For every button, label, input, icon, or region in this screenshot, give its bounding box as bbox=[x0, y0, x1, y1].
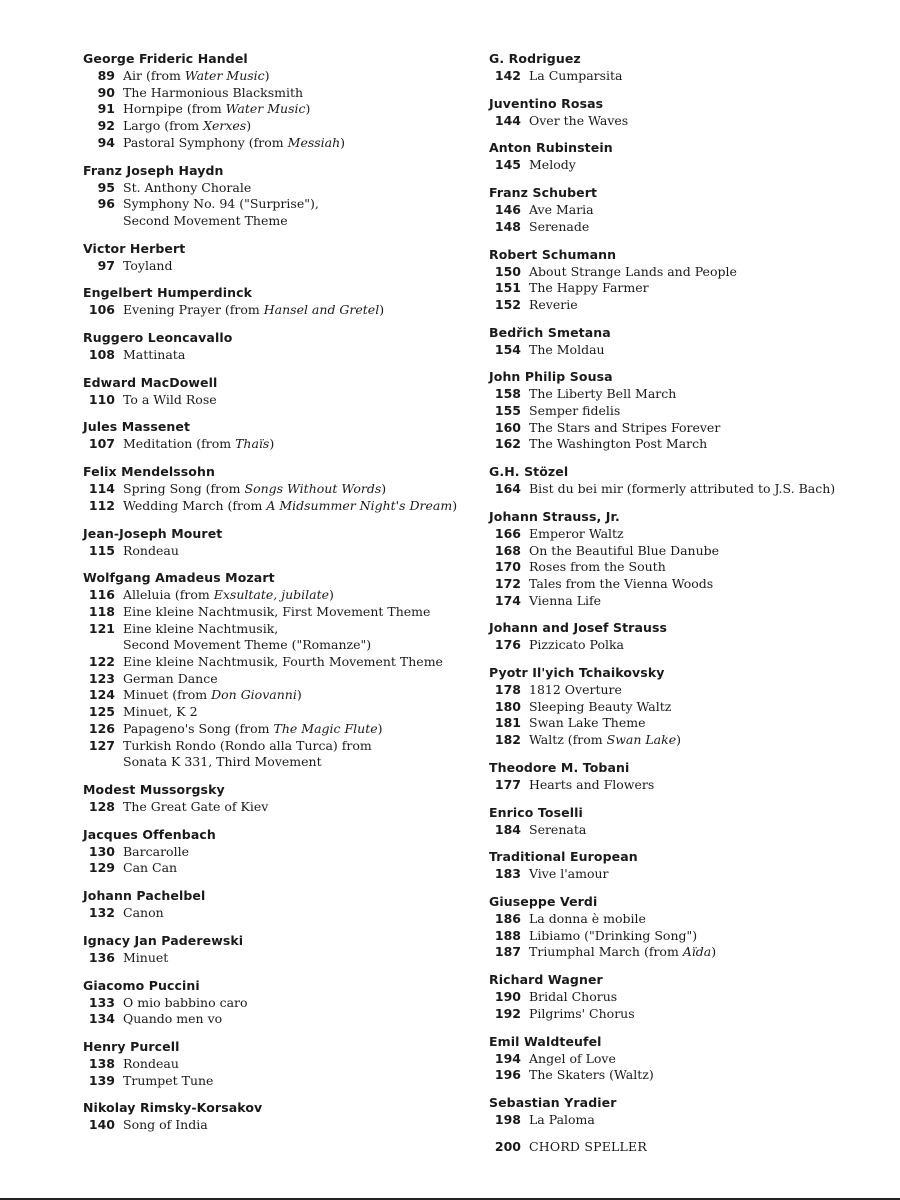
composer-emil-waldteufel bbox=[489, 1033, 889, 1084]
list-item bbox=[83, 196, 478, 229]
list-item bbox=[489, 403, 889, 420]
piece-title: Bist du bei mir (formerly attributed to J.S. Bach) bbox=[529, 481, 836, 497]
composer-name: Franz Joseph Haydn bbox=[83, 162, 224, 178]
page-number: 128 bbox=[88, 798, 115, 814]
piece-title: Vienna Life bbox=[529, 592, 602, 608]
composer-name: Giacomo Puccini bbox=[83, 977, 200, 993]
piece-title: Can Can bbox=[123, 860, 178, 876]
list-item bbox=[489, 715, 889, 732]
list-item bbox=[489, 436, 889, 453]
page-number: 176 bbox=[494, 637, 521, 653]
list-item bbox=[83, 905, 478, 922]
work-title-italic: Thaïs bbox=[235, 436, 270, 452]
page-number: 115 bbox=[88, 542, 115, 558]
page-number: 150 bbox=[494, 263, 521, 279]
page-number: 168 bbox=[494, 542, 521, 558]
piece-title: Spring Song (from Songs Without Words) bbox=[123, 481, 387, 497]
page-number: 196 bbox=[494, 1067, 521, 1083]
page-number: 108 bbox=[88, 347, 115, 363]
piece-title: Trumpet Tune bbox=[123, 1072, 214, 1088]
list-item bbox=[489, 989, 889, 1006]
list-item bbox=[83, 498, 478, 515]
list-item bbox=[489, 637, 889, 654]
work-title-italic: Songs Without Words bbox=[244, 481, 382, 497]
page-number: 181 bbox=[494, 715, 521, 731]
page-number: 144 bbox=[494, 112, 521, 128]
list-item bbox=[83, 1011, 478, 1028]
composer-enrico-toselli bbox=[489, 804, 889, 839]
piece-title: Papageno's Song (from The Magic Flute) bbox=[123, 720, 383, 736]
contents-right-column bbox=[489, 50, 889, 1155]
list-item bbox=[83, 721, 478, 738]
page-number: 110 bbox=[88, 391, 115, 407]
composer-anton-rubinstein bbox=[489, 139, 889, 174]
piece-title: Meditation (from Thaïs) bbox=[123, 436, 275, 452]
list-item bbox=[489, 264, 889, 281]
work-title-italic: A Midsummer Night's Dream bbox=[266, 497, 453, 513]
list-item bbox=[489, 481, 889, 498]
piece-title: Emperor Waltz bbox=[529, 525, 624, 541]
page-number: 162 bbox=[494, 436, 521, 452]
page-number: 127 bbox=[88, 737, 115, 753]
composer-name: Henry Purcell bbox=[83, 1038, 180, 1054]
composer-edward-macdowell bbox=[83, 374, 478, 409]
composer-jules-massenet bbox=[83, 418, 478, 453]
page-number: 183 bbox=[494, 866, 521, 882]
work-title-italic: Aïda bbox=[682, 944, 712, 960]
work-title-italic: Xerxes bbox=[203, 118, 247, 134]
piece-title: Angel of Love bbox=[529, 1050, 616, 1066]
list-item bbox=[489, 543, 889, 560]
composer-john-philip-sousa bbox=[489, 368, 889, 453]
list-item bbox=[489, 822, 889, 839]
work-title-italic: Messiah bbox=[287, 134, 341, 150]
work-title-italic: The Magic Flute bbox=[273, 720, 378, 736]
page-number: 97 bbox=[97, 257, 115, 273]
composer-jean-joseph-mouret bbox=[83, 525, 478, 560]
page-number: 95 bbox=[97, 179, 115, 195]
page-number: 172 bbox=[494, 575, 521, 591]
piece-title: Over the Waves bbox=[529, 112, 629, 128]
page-number: 186 bbox=[494, 910, 521, 926]
list-item bbox=[83, 135, 478, 152]
composer-name: Juventino Rosas bbox=[489, 95, 604, 111]
composer-pyotr-il-yich-tchaikovsky bbox=[489, 664, 889, 749]
contents-left-column bbox=[83, 50, 478, 1144]
piece-title: Minuet (from Don Giovanni) bbox=[123, 687, 302, 703]
piece-title: Symphony No. 94 ("Surprise"), bbox=[123, 196, 319, 212]
piece-title: Turkish Rondo (Rondo alla Turca) from bbox=[123, 737, 372, 753]
page-number: 130 bbox=[88, 843, 115, 859]
composer-name: Engelbert Humperdinck bbox=[83, 285, 252, 301]
piece-title: Largo (from Xerxes) bbox=[123, 118, 252, 134]
piece-title: Pilgrims' Chorus bbox=[529, 1005, 635, 1021]
piece-title: Roses from the South bbox=[529, 559, 666, 575]
page-number: 178 bbox=[494, 682, 521, 698]
page-number: 160 bbox=[494, 419, 521, 435]
list-item bbox=[83, 347, 478, 364]
piece-title: Eine kleine Nachtmusik, First Movement Theme bbox=[123, 603, 431, 619]
piece-title: About Strange Lands and People bbox=[529, 263, 737, 279]
page-number: 155 bbox=[494, 403, 521, 419]
piece-title: Evening Prayer (from Hansel and Gretel) bbox=[123, 302, 385, 318]
list-item bbox=[83, 844, 478, 861]
page-number: 121 bbox=[88, 620, 115, 636]
work-title-italic: Exsultate, jubilate bbox=[213, 587, 330, 603]
piece-title: Toyland bbox=[123, 257, 173, 273]
piece-title: The Liberty Bell March bbox=[529, 386, 677, 402]
composer-name: Sebastian Yradier bbox=[489, 1094, 617, 1110]
list-item bbox=[83, 1073, 478, 1090]
page-number: 145 bbox=[494, 157, 521, 173]
list-item bbox=[83, 258, 478, 275]
piece-title: Ave Maria bbox=[529, 202, 594, 218]
composer-name: Traditional European bbox=[489, 849, 638, 865]
page-number: 139 bbox=[88, 1072, 115, 1088]
composer-wolfgang-amadeus-mozart bbox=[83, 569, 478, 771]
page-number: 140 bbox=[88, 1117, 115, 1133]
page-number: 124 bbox=[88, 687, 115, 703]
page-number: 114 bbox=[88, 481, 115, 497]
list-item bbox=[489, 1067, 889, 1084]
piece-title: La Cumparsita bbox=[529, 68, 623, 83]
composer-johann-pachelbel bbox=[83, 887, 478, 922]
composer-name: Wolfgang Amadeus Mozart bbox=[83, 570, 275, 586]
piece-title: To a Wild Rose bbox=[123, 391, 217, 407]
composer-name: Johann Pachelbel bbox=[83, 888, 206, 904]
piece-title: Quando men vo bbox=[123, 1011, 223, 1027]
list-item bbox=[83, 671, 478, 688]
composer-name: Anton Rubinstein bbox=[489, 140, 613, 156]
page-number: 180 bbox=[494, 698, 521, 714]
list-item bbox=[83, 436, 478, 453]
page-number: 125 bbox=[88, 704, 115, 720]
page-number: 118 bbox=[88, 603, 115, 619]
page-number: 136 bbox=[88, 949, 115, 965]
list-item bbox=[83, 604, 478, 621]
composer-modest-mussorgsky bbox=[83, 781, 478, 816]
page-number: 166 bbox=[494, 525, 521, 541]
composer-ruggero-leoncavallo bbox=[83, 329, 478, 364]
page-number: 96 bbox=[97, 196, 115, 212]
list-item bbox=[489, 593, 889, 610]
page-number: 90 bbox=[97, 84, 115, 100]
list-item bbox=[83, 587, 478, 604]
list-item bbox=[83, 621, 478, 654]
page-number: 170 bbox=[494, 559, 521, 575]
page-number: 187 bbox=[494, 944, 521, 960]
piece-title: Serenade bbox=[529, 218, 590, 234]
composer-henry-purcell bbox=[83, 1038, 478, 1089]
composer-robert-schumann bbox=[489, 246, 889, 314]
page-number: 198 bbox=[494, 1111, 521, 1127]
composer-bedrich-smetana bbox=[489, 324, 889, 359]
piece-title: Barcarolle bbox=[123, 843, 189, 859]
piece-title: The Great Gate of Kiev bbox=[123, 798, 269, 814]
page-number: 126 bbox=[88, 720, 115, 736]
list-item bbox=[489, 1006, 889, 1023]
list-item bbox=[489, 732, 889, 749]
list-item bbox=[83, 85, 478, 102]
list-item bbox=[83, 995, 478, 1012]
page-number: 192 bbox=[494, 1005, 521, 1021]
composer-name: Edward MacDowell bbox=[83, 374, 218, 390]
piece-title: Swan Lake Theme bbox=[529, 715, 646, 731]
composer-theodore-m-tobani bbox=[489, 759, 889, 794]
list-item bbox=[489, 777, 889, 794]
list-item bbox=[489, 699, 889, 716]
page-number: 190 bbox=[494, 989, 521, 1005]
work-title-italic: Water Music bbox=[184, 68, 265, 83]
list-item bbox=[489, 559, 889, 576]
piece-title: Hornpipe (from Water Music) bbox=[123, 101, 311, 117]
page-number: 146 bbox=[494, 202, 521, 218]
list-item bbox=[489, 928, 889, 945]
right-column-entries bbox=[489, 50, 889, 1129]
list-item bbox=[489, 219, 889, 236]
list-item bbox=[489, 1112, 889, 1129]
piece-title: Tales from the Vienna Woods bbox=[529, 575, 714, 591]
piece-title: The Harmonious Blacksmith bbox=[123, 84, 304, 100]
composer-name: Felix Mendelssohn bbox=[83, 464, 215, 480]
list-item bbox=[489, 420, 889, 437]
piece-title: CHORD SPELLER bbox=[529, 1138, 647, 1154]
list-item bbox=[489, 297, 889, 314]
page-number: 194 bbox=[494, 1050, 521, 1066]
composer-name: Emil Waldteufel bbox=[489, 1033, 602, 1049]
list-item bbox=[489, 157, 889, 174]
page-number: 91 bbox=[97, 101, 115, 117]
work-title-italic: Hansel and Gretel bbox=[263, 302, 380, 318]
list-item bbox=[489, 386, 889, 403]
list-item bbox=[489, 526, 889, 543]
list-item bbox=[83, 481, 478, 498]
list-item bbox=[83, 799, 478, 816]
composer-nikolay-rimsky-korsakov bbox=[83, 1099, 478, 1134]
list-item bbox=[489, 576, 889, 593]
page-number: 94 bbox=[97, 134, 115, 150]
composer-name: Johann and Josef Strauss bbox=[489, 620, 668, 636]
piece-title: The Washington Post March bbox=[529, 436, 708, 452]
list-item bbox=[83, 392, 478, 409]
list-item bbox=[489, 280, 889, 297]
page-number: 164 bbox=[494, 481, 521, 497]
piece-title: Semper fidelis bbox=[529, 403, 621, 419]
composer-franz-schubert bbox=[489, 184, 889, 235]
list-item bbox=[489, 944, 889, 961]
piece-title: Libiamo ("Drinking Song") bbox=[529, 927, 698, 943]
composer-richard-wagner bbox=[489, 971, 889, 1022]
list-item bbox=[489, 68, 889, 85]
composer-name: Enrico Toselli bbox=[489, 804, 583, 820]
piece-title: Song of India bbox=[123, 1117, 208, 1133]
page-number: 142 bbox=[494, 68, 521, 83]
list-item bbox=[83, 180, 478, 197]
piece-title: Minuet bbox=[123, 949, 169, 965]
piece-title: O mio babbino caro bbox=[123, 994, 248, 1010]
composer-name: Ruggero Leoncavallo bbox=[83, 330, 233, 346]
list-item bbox=[83, 704, 478, 721]
composer-jacques-offenbach bbox=[83, 826, 478, 877]
piece-title: Bridal Chorus bbox=[529, 989, 618, 1005]
list-item bbox=[489, 342, 889, 359]
list-item bbox=[83, 950, 478, 967]
piece-title: La donna è mobile bbox=[529, 910, 646, 926]
page-number: 89 bbox=[97, 68, 115, 83]
list-item bbox=[489, 682, 889, 699]
piece-title: Canon bbox=[123, 905, 164, 921]
page-number: 106 bbox=[88, 302, 115, 318]
composer-name: Jean-Joseph Mouret bbox=[83, 525, 223, 541]
piece-title: German Dance bbox=[123, 670, 218, 686]
composer-name: John Philip Sousa bbox=[489, 369, 613, 385]
composer-name: Jacques Offenbach bbox=[83, 826, 216, 842]
composer-name: Bedřich Smetana bbox=[489, 324, 611, 340]
page-number: 112 bbox=[88, 497, 115, 513]
composer-name: Ignacy Jan Paderewski bbox=[83, 932, 244, 948]
page-number: 188 bbox=[494, 927, 521, 943]
piece-title: Serenata bbox=[529, 821, 587, 837]
list-item bbox=[83, 860, 478, 877]
list-item bbox=[83, 738, 478, 771]
page-number: 152 bbox=[494, 296, 521, 312]
composer-name: Pyotr Il'yich Tchaikovsky bbox=[489, 665, 665, 681]
composer-name: G.H. Stözel bbox=[489, 464, 569, 480]
piece-title: Hearts and Flowers bbox=[529, 776, 655, 792]
piece-title: St. Anthony Chorale bbox=[123, 179, 252, 195]
piece-title: Eine kleine Nachtmusik, Fourth Movement Theme bbox=[123, 654, 443, 670]
page-number: 134 bbox=[88, 1011, 115, 1027]
composer-name: George Frideric Handel bbox=[83, 51, 248, 66]
piece-title: Vive l'amour bbox=[529, 866, 609, 882]
list-item bbox=[489, 911, 889, 928]
page-number: 174 bbox=[494, 592, 521, 608]
piece-title: Pizzicato Polka bbox=[529, 637, 625, 653]
page-number: 138 bbox=[88, 1055, 115, 1071]
page-number: 151 bbox=[494, 280, 521, 296]
composer-traditional-european bbox=[489, 848, 889, 883]
page-number: 129 bbox=[88, 860, 115, 876]
page-number: 200 bbox=[494, 1138, 521, 1154]
piece-title: Rondeau bbox=[123, 542, 179, 558]
piece-title: Melody bbox=[529, 157, 576, 173]
composer-name: Jules Massenet bbox=[83, 419, 191, 435]
piece-title: The Skaters (Waltz) bbox=[529, 1067, 654, 1083]
piece-title: Rondeau bbox=[123, 1055, 179, 1071]
chord-speller-entry bbox=[489, 1139, 889, 1156]
page-number: 116 bbox=[88, 587, 115, 603]
composer-johann-strauss-jr bbox=[489, 508, 889, 610]
piece-title: Pastoral Symphony (from Messiah) bbox=[123, 134, 346, 150]
composer-engelbert-humperdinck bbox=[83, 284, 478, 319]
list-item bbox=[83, 654, 478, 671]
piece-title: Eine kleine Nachtmusik, bbox=[123, 620, 279, 636]
piece-title: Second Movement Theme ("Romanze") bbox=[123, 637, 372, 653]
page-number: 184 bbox=[494, 821, 521, 837]
page-number: 122 bbox=[88, 654, 115, 670]
composer-name: Victor Herbert bbox=[83, 240, 186, 256]
list-item bbox=[489, 202, 889, 219]
composer-victor-herbert bbox=[83, 240, 478, 275]
work-title-italic: Water Music bbox=[225, 101, 306, 117]
composer-name: Giuseppe Verdi bbox=[489, 893, 598, 909]
page-number: 158 bbox=[494, 386, 521, 402]
piece-title: On the Beautiful Blue Danube bbox=[529, 542, 720, 558]
composer-g-h-stozel bbox=[489, 463, 889, 498]
composer-name: Franz Schubert bbox=[489, 185, 598, 201]
page-number: 133 bbox=[88, 994, 115, 1010]
composer-name: Johann Strauss, Jr. bbox=[489, 508, 620, 524]
composer-johann-and-josef-strauss bbox=[489, 619, 889, 654]
piece-title: Second Movement Theme bbox=[123, 212, 288, 228]
page-number: 123 bbox=[88, 670, 115, 686]
composer-name: G. Rodriguez bbox=[489, 51, 581, 66]
page-number: 107 bbox=[88, 436, 115, 452]
composer-ignacy-jan-paderewski bbox=[83, 932, 478, 967]
piece-title: Sonata K 331, Third Movement bbox=[123, 754, 322, 770]
list-item bbox=[489, 1051, 889, 1068]
piece-title: Minuet, K 2 bbox=[123, 704, 198, 720]
list-item bbox=[83, 68, 478, 85]
page-number: 148 bbox=[494, 218, 521, 234]
piece-title: The Moldau bbox=[529, 341, 605, 357]
work-title-italic: Swan Lake bbox=[606, 732, 677, 748]
composer-juventino-rosas bbox=[489, 95, 889, 130]
composer-name: Nikolay Rimsky-Korsakov bbox=[83, 1100, 263, 1116]
piece-title: Sleeping Beauty Waltz bbox=[529, 698, 672, 714]
list-item bbox=[83, 101, 478, 118]
piece-title: Air (from Water Music) bbox=[123, 68, 270, 83]
piece-title: Alleluia (from Exsultate, jubilate) bbox=[123, 587, 334, 603]
piece-title: Wedding March (from A Midsummer Night's Dream) bbox=[123, 497, 458, 513]
piece-title: The Happy Farmer bbox=[529, 280, 649, 296]
piece-title: Reverie bbox=[529, 296, 578, 312]
list-item bbox=[489, 866, 889, 883]
composer-g-rodriguez bbox=[489, 50, 889, 85]
list-item bbox=[83, 1117, 478, 1134]
list-item bbox=[83, 118, 478, 135]
composer-name: Richard Wagner bbox=[489, 972, 603, 988]
composer-name: Theodore M. Tobani bbox=[489, 759, 630, 775]
composer-george-frideric-handel bbox=[83, 50, 478, 152]
list-item bbox=[489, 113, 889, 130]
list-item bbox=[83, 687, 478, 704]
list-item bbox=[83, 1056, 478, 1073]
page-number: 182 bbox=[494, 732, 521, 748]
work-title-italic: Don Giovanni bbox=[211, 687, 297, 703]
page-number: 154 bbox=[494, 341, 521, 357]
composer-franz-joseph-haydn bbox=[83, 162, 478, 230]
list-item bbox=[83, 543, 478, 560]
page-number: 132 bbox=[88, 905, 115, 921]
composer-felix-mendelssohn bbox=[83, 463, 478, 514]
composer-name: Robert Schumann bbox=[489, 246, 617, 262]
piece-title: Waltz (from Swan Lake) bbox=[529, 732, 681, 748]
piece-title: La Paloma bbox=[529, 1111, 595, 1127]
composer-giuseppe-verdi bbox=[489, 893, 889, 961]
piece-title: Triumphal March (from Aïda) bbox=[529, 944, 717, 960]
composer-sebastian-yradier bbox=[489, 1094, 889, 1129]
piece-title: The Stars and Stripes Forever bbox=[529, 419, 721, 435]
composer-giacomo-puccini bbox=[83, 977, 478, 1028]
page-number: 92 bbox=[97, 118, 115, 134]
list-item bbox=[83, 302, 478, 319]
page-number: 177 bbox=[494, 776, 521, 792]
piece-title: Mattinata bbox=[123, 347, 186, 363]
piece-title: 1812 Overture bbox=[529, 682, 622, 698]
composer-name: Modest Mussorgsky bbox=[83, 781, 225, 797]
